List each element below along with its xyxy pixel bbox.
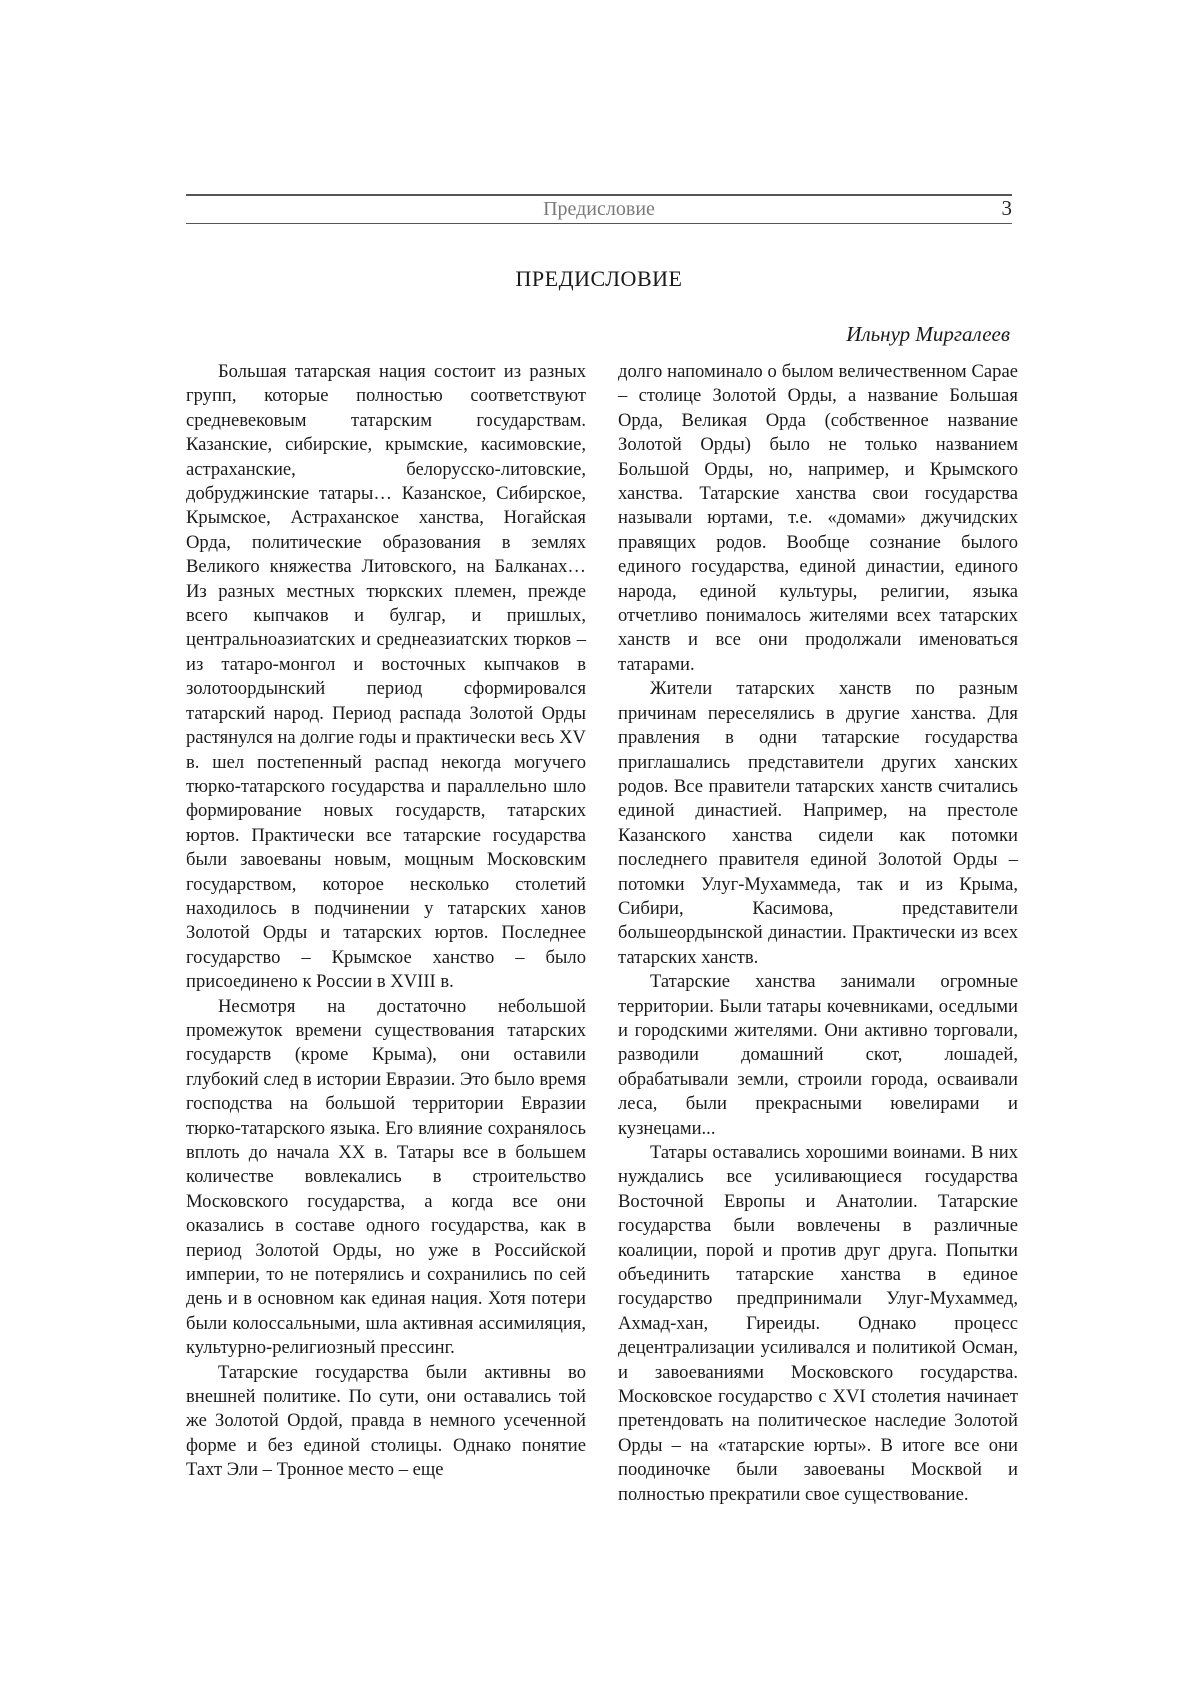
author-name: Ильнур Миргалеев (846, 322, 1010, 346)
paragraph: Большая татарская нация состоит из разных групп, которые полностью соответствуют средневековым татарским государствам. Казанские, сибирские, крымские, касимовские, астраханские, белорусско-литовские, добруджинские татары… Казанское, Сибирское, Крымское, Астраханское ханства, Ногайская Орда, политические образования в землях Великого княжества Литовского, на Балканах… Из разных местных тюркских племен, прежде всего кыпчаков и булгар, и пришлых, центральноазиатских и среднеазиатских тюрков – из татаро-монгол и восточных кыпчаков в золотоордынский период сформировался татарский народ. Период распада Золотой Орды растянулся на долгие годы и практически весь XV в. шел постепенный распад некогда могучего тюрко-татарского государства и параллельно шло формирование новых государств, татарских юртов. Практически все татарские государства были завоеваны новым, мощным Московским государством, которое несколько столетий находилось в подчинении у татарских ханов Золотой Орды и татарских юртов. Последнее государство – Крымское ханство – было присоединено к России в XVIII в. (186, 361, 586, 993)
running-head (186, 194, 1012, 224)
header-rule-bottom (186, 223, 1012, 224)
running-head-title: Предисловие (543, 198, 655, 220)
chapter-title: ПРЕДИСЛОВИЕ (515, 266, 683, 291)
paragraph: Татарские государства были активны во внешней политике. По сути, они оставались той же Золотой Ордой, правда в немного усеченной форме и без единой столицы. Однако понятие Тахт Эли – Тронное место – еще (186, 1361, 586, 1481)
left-column (186, 360, 586, 1530)
paragraph: Татары оставались хорошими воинами. В них нуждались все усиливающиеся государства Восточной Европы и Анатолии. Татарские государства были вовлечены в различные коалиции, порой и против друг друга. Попытки объединить татарские ханства в единое государство предпринимали Улуг-Мухаммед, Ахмад-хан, Гиреиды. Однако процесс децентрализации усиливался и политикой Осман, и завоеваниями Московского государства. Московское государство с XVI столетия начинает претендовать на политическое наследие Золотой Орды – на «татарские юрты». В итоге все они поодиночке были завоеваны Москвой и полностью прекратили свое существование. (618, 1142, 1018, 1505)
paragraph-continuation: долго напоминало о былом величественном Сарае – столице Золотой Орды, а название Большая Орда, Великая Орда (собственное название Золотой Орды) было не только названием Большой Орды, но, например, и Крымского ханства. Татарские ханства свои государства называли юртами, т.е. «домами» джучидских правящих родов. Вообще сознание былого единого государства, единой династии, единого народа, единой культуры, религии, языка отчетливо понималось жителями всех татарских ханств и все они продолжали именоваться татарами. (618, 361, 1018, 675)
paragraph: Татарские ханства занимали огромные территории. Были татары кочевниками, оседлыми и городскими жителями. Они активно торговали, разводили домашний скот, лошадей, обрабатывали земли, строили города, осваивали леса, были прекрасными ювелирами и кузнецами... (618, 971, 1018, 1139)
page-number: 3 (1001, 196, 1012, 220)
text-columns (186, 360, 1018, 1530)
right-column (618, 360, 1018, 1530)
header-rule-top (186, 194, 1012, 196)
paragraph: Жители татарских ханств по разным причинам переселялись в другие ханства. Для правления в одни татарские государства приглашались представители других ханских родов. Все правители татарских ханств считались единой династией. Например, на престоле Казанского ханства сидели как потомки последнего правителя единой Золотой Орды – потомки Улуг-Мухаммеда, так и из Крыма, Сибири, Касимова, представители большеордынской династии. Практически из всех татарских ханств. (618, 678, 1018, 968)
paragraph: Несмотря на достаточно небольшой промежуток времени существования татарских государств (кроме Крыма), они оставили глубокий след в истории Евразии. Это было время господства на большой территории Евразии тюрко-татарского языка. Его влияние сохранялось вплоть до начала XX в. Татары все в большем количестве вовлекались в строительство Московского государства, а когда все они оказались в составе одного государства, как в период Золотой Орды, но уже в Российской империи, то не потерялись и сохранились по сей день и в основном как единая нация. Хотя потери были колоссальными, шла активная ассимиляция, культурно-религиозный прессинг. (186, 995, 586, 1359)
